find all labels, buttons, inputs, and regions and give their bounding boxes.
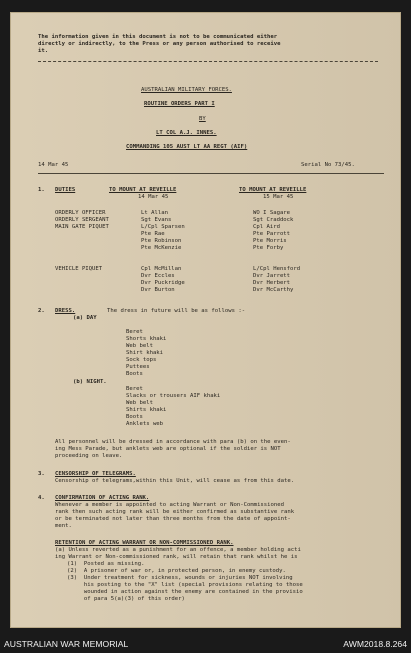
dress-day-label: (a) DAY [73, 315, 97, 321]
duty-tomorrow: Sgt Craddock [253, 217, 294, 223]
duty-tomorrow: Pte Parrott [253, 231, 291, 237]
dress-note-line: proceeding on leave. [55, 453, 123, 459]
confirmation-line: ment. [55, 523, 72, 529]
vehicle-today: Dvr Eccles [141, 273, 175, 279]
censorship-heading: CENSORSHIP OF TELEGRAMS. [55, 471, 136, 477]
dress-night-item: Web belt [126, 400, 153, 406]
force-title: AUSTRALIAN MILITARY FORCES. [141, 87, 232, 93]
dress-night-item: Shirts khaki [126, 407, 167, 413]
dress-night-item: Beret [126, 386, 143, 392]
duties-col1-date: 14 Mar 45 [138, 194, 169, 200]
retention-line: (a) Unless reverted as a punishment for an offence, a member holding acti [55, 547, 301, 553]
duty-today: Pte McKenzie [141, 245, 182, 251]
header-rule [38, 173, 384, 174]
dress-night-item: Boots [126, 414, 143, 420]
duties-heading: DUTIES [55, 187, 76, 193]
vehicle-role: VEHICLE PIQUET [55, 266, 103, 272]
duty-role: ORDERLY SERGEANT [55, 217, 109, 223]
confirmation-line: rank then such acting rank will be either confirmed as substantive rank [55, 509, 295, 515]
duty-today: Pte Robinson [141, 238, 182, 244]
dress-night-item: Slacks or trousers AIF khaki [126, 393, 221, 399]
dress-night-item: Anklets web [126, 421, 164, 427]
retention-line: (1) Posted as missing. [67, 561, 145, 567]
command-line: COMMANDING 105 AUST LT AA REGT (AIF) [126, 144, 248, 150]
confirmation-number: 4. [38, 495, 45, 501]
dress-note-line: All personnel will be dressed in accordance with para (b) on the even- [55, 439, 291, 445]
duty-tomorrow: Pte Morris [253, 238, 287, 244]
dress-night-label: (b) NIGHT. [73, 379, 107, 385]
dress-day-item: Sock tops [126, 357, 157, 363]
retention-heading: RETENTION OF ACTING WARRANT OR NON-COMMISSIONED RANK. [55, 540, 234, 546]
censorship-text: Censorship of telegrams,within this Unit, will cease as from this date. [55, 478, 295, 484]
document-page [10, 12, 401, 628]
duties-col1-heading: TO MOUNT AT REVEILLE [109, 187, 177, 193]
dress-day-item: Web belt [126, 343, 153, 349]
vehicle-tomorrow: L/Cpl Hensford [253, 266, 301, 272]
vehicle-today: Dvr Burton [141, 287, 175, 293]
duty-tomorrow: Cpl Aird [253, 224, 280, 230]
duties-col2-heading: TO MOUNT AT REVEILLE [239, 187, 307, 193]
vehicle-tomorrow: Dvr Jarrett [253, 273, 291, 279]
vehicle-tomorrow: Dvr McCarthy [253, 287, 294, 293]
retention-line: wounded in action against the enemy are contained in the provisio [67, 589, 303, 595]
duty-today: Sgt Evans [141, 217, 172, 223]
dress-day-item: Boots [126, 371, 143, 377]
duties-col2-date: 15 Mar 45 [263, 194, 294, 200]
notice-line-2: directly or indirectly, to the Press or any person authorised to receive [38, 41, 281, 47]
notice-line-1: The information given in this document is not to be communicated either [38, 34, 278, 40]
duty-role: ORDERLY OFFICER [55, 210, 106, 216]
retention-line: ing Warrant or Non-commissioned rank, will retain that rank whilst he is [55, 554, 298, 560]
dress-heading: DRESS. [55, 308, 76, 314]
censorship-number: 3. [38, 471, 45, 477]
officer-name: LT COL A.J. INNES. [156, 130, 217, 136]
archive-footer [0, 630, 411, 653]
vehicle-today: Dvr Puckridge [141, 280, 185, 286]
duties-number: 1. [38, 187, 45, 193]
dress-intro: The dress in future will be as follows :- [107, 308, 246, 314]
footer-accession: AWM2018.8.264 [343, 639, 407, 649]
duty-tomorrow: Pte Forby [253, 245, 284, 251]
dress-day-item: Shirt khaki [126, 350, 164, 356]
vehicle-tomorrow: Dvr Herbert [253, 280, 291, 286]
order-date: 14 Mar 45 [38, 162, 69, 168]
duty-today: L/Cpl Sparsen [141, 224, 185, 230]
notice-line-3: it. [38, 48, 49, 54]
divider-top [38, 61, 378, 62]
by-label: BY [199, 116, 206, 122]
retention-line: his posting to the "X" list (special provisions relating to those [67, 582, 303, 588]
duty-today: Pte Rae [141, 231, 165, 237]
confirmation-line: Whenever a member is appointed to acting Warrant or Non-Commissioned [55, 502, 285, 508]
retention-line: of para 5(a)(3) of this order) [67, 596, 185, 602]
duty-role: MAIN GATE PIQUET [55, 224, 109, 230]
footer-institution: AUSTRALIAN WAR MEMORIAL [4, 639, 129, 649]
duty-tomorrow: WO I Sagare [253, 210, 291, 216]
duty-today: Lt Allan [141, 210, 168, 216]
vehicle-today: Cpl McMillan [141, 266, 182, 272]
dress-day-item: Beret [126, 329, 143, 335]
retention-line: (2) A prisoner of war or, in protected person, in enemy custody. [67, 568, 286, 574]
confirmation-line: or be terminated not later than three months from the date of appoint- [55, 516, 291, 522]
dress-note-line: ing Mess Parade, but anklets web are optional if the soldier is NOT [55, 446, 281, 452]
dress-day-item: Puttees [126, 364, 150, 370]
orders-title: ROUTINE ORDERS PART I [144, 101, 215, 107]
retention-line: (3) Under treatment for sickness, wounds or injuries NOT involving [67, 575, 293, 581]
confirmation-heading: CONFIRMATION OF ACTING RANK. [55, 495, 150, 501]
dress-day-item: Shorts khaki [126, 336, 167, 342]
dress-number: 2. [38, 308, 45, 314]
serial-number: Serial No 73/45. [301, 162, 355, 168]
